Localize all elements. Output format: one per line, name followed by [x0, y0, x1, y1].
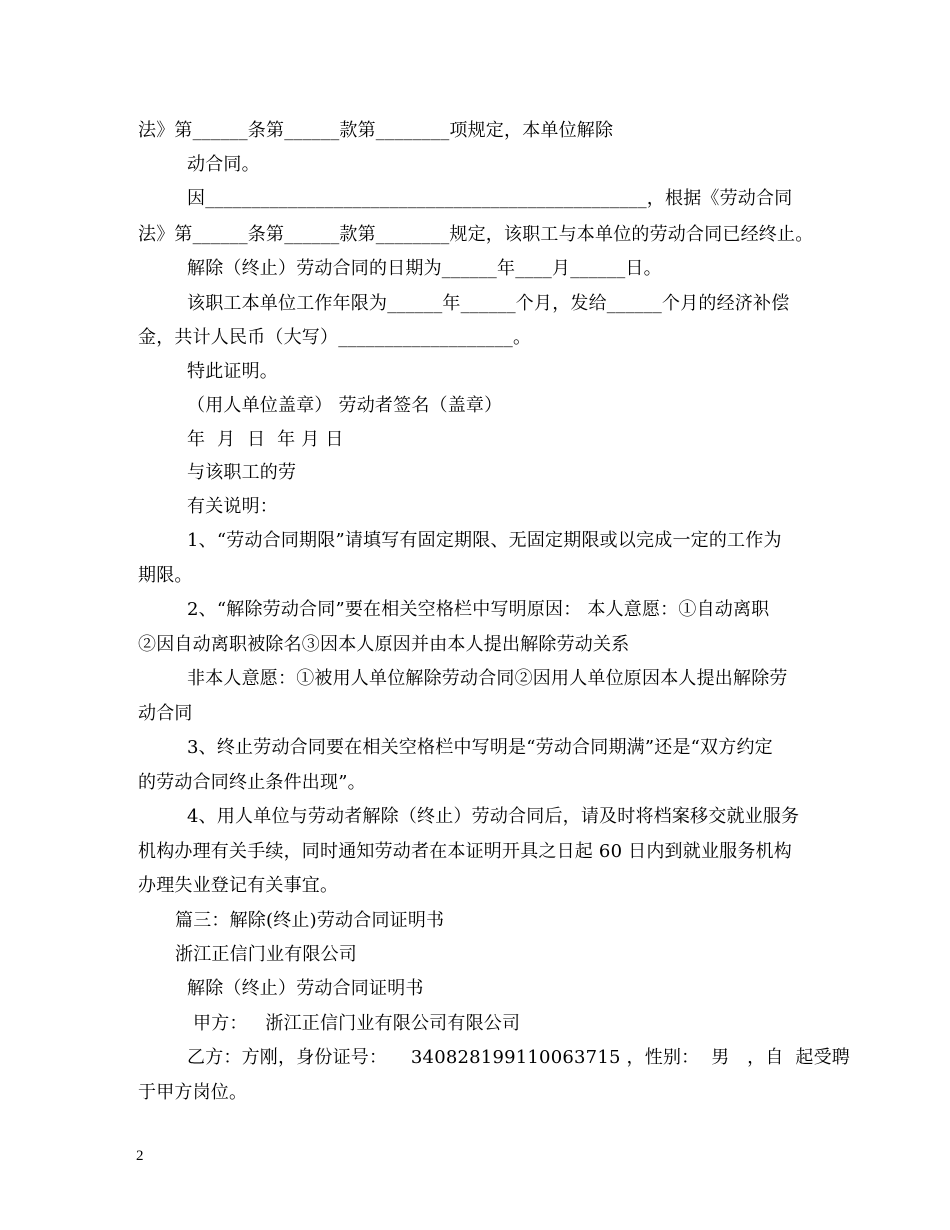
text-line: 法》第______条第______款第________规定，该职工与本单位的劳动合同已经终止。	[138, 224, 814, 245]
text-line: 因________________________________________________，根据《劳动合同	[187, 188, 793, 209]
text-line: ②因自动离职被除名③因本人原因并由本人提出解除劳动关系	[138, 634, 630, 655]
text-line: 2、“解除劳动合同”要在相关空格栏中写明原因： 本人意愿：①自动离职	[187, 599, 770, 620]
text-line: 1、“劳动合同期限”请填写有固定期限、无固定期限或以完成一定的工作为	[187, 530, 782, 551]
text-line: 于甲方岗位。	[138, 1082, 248, 1103]
text-line: 机构办理有关手续，同时通知劳动者在本证明开具之日起 60 日内到就业服务机构	[138, 841, 792, 862]
text-line: 该职工本单位工作年限为______年______个月，发给______个月的经济补偿	[187, 293, 790, 314]
text-line: 4、用人单位与劳动者解除（终止）劳动合同后，请及时将档案移交就业服务	[187, 806, 800, 827]
text-line: 特此证明。	[187, 361, 278, 382]
text-line: 有关说明：	[187, 496, 278, 517]
company-name: 浙江正信门业有限公司	[175, 944, 357, 965]
party-b-line: 乙方：方刚，身份证号： 340828199110063715 ，性别： 男 ，自 起受聘	[187, 1047, 850, 1068]
text-line: 解除（终止）劳动合同的日期为______年____月______日。	[187, 258, 662, 279]
text-line: 法》第______条第______款第________项规定，本单位解除	[138, 120, 614, 141]
page-number: 2	[136, 1148, 144, 1164]
text-line: 办理失业登记有关事宜。	[138, 875, 339, 896]
text-line: 的劳动合同终止条件出现”。	[138, 772, 366, 793]
text-line: 3、终止劳动合同要在相关空格栏中写明是“劳动合同期满”还是“双方约定	[187, 737, 773, 758]
text-line: 动合同	[138, 703, 193, 724]
certificate-title: 解除（终止）劳动合同证明书	[187, 978, 424, 999]
text-line: 动合同。	[187, 154, 260, 175]
section-heading: 篇三：解除(终止)劳动合同证明书	[175, 910, 445, 931]
party-a-line: 甲方： 浙江正信门业有限公司有限公司	[193, 1013, 521, 1034]
text-line: （用人单位盖章） 劳动者签名（盖章）	[187, 395, 503, 416]
text-line: 年 月 日 年 月 日	[187, 429, 344, 450]
text-line: 金，共计人民币（大写）___________________。	[138, 327, 532, 348]
text-line: 与该职工的劳	[187, 462, 297, 483]
text-line: 非本人意愿：①被用人单位解除劳动合同②因用人单位原因本人提出解除劳	[187, 668, 788, 689]
text-line: 期限。	[138, 565, 193, 586]
